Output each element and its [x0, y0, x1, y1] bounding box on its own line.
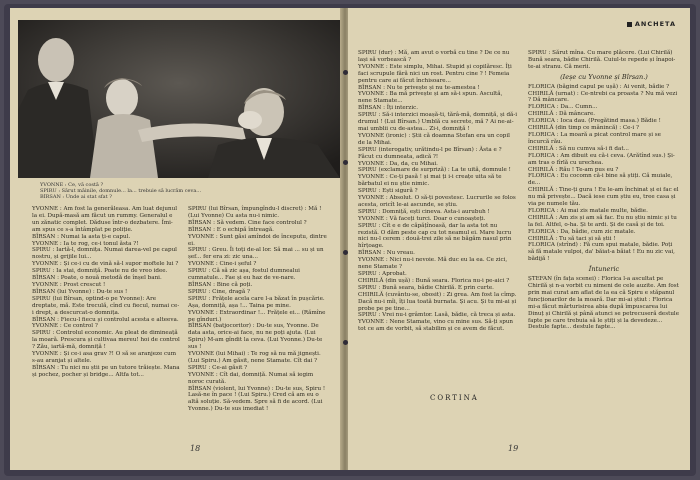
dialogue-line: SPIRU : Să-i interzici moașă-ti, tărâ-mă, domniță, și dă-i drumul ! (Lui Bîrsan.) Umblă cu secrete, mă ? Ai ne-ai-mai umblii cu de-astea... Zi-i, domniță ! [358, 112, 518, 132]
dialogue-line: FLORICA : La moară a picat control mare și se încurcă rău. [528, 131, 661, 145]
dialogue-line: SPIRU : Sărut mîna. Cu mare plăcere. (Lui Chirilă) Bună seara, bădie Chirilă. Cuiul-te repede și înapoi-te-ai stranu. Că merii. [528, 50, 676, 70]
dialogue-line: FLORICA : Eu cocomn că-i bine să știți. Că muiale, de... [528, 173, 673, 187]
dialogue-line: YVONNE : Ce-ți pasă ! și mai ți i-i creațe uita să te bărbatul ei nu știe nimic. [358, 174, 502, 188]
dialogue-line: SPIRU : Ești sigură ? [358, 188, 418, 195]
dialogue-line: SPIRU : Domniță, ești cineva. Asta-i aurubuh ! [358, 208, 490, 215]
dialogue-line: SPIRU : Iartă-l, domnița. Numai darea-vel pe capul nostru, și grijile lui... [32, 247, 177, 261]
dialogue-line: YVONNE : Cît dai, domniță. Numai să iegim noroc curată. [188, 371, 314, 385]
dialogue-line: Întuneric [588, 265, 620, 274]
actors-photo-illustration [18, 20, 340, 178]
dialogue-line: BÎRSAN : Nu te privește și nu te-amestea ! [358, 84, 480, 91]
cortina-label: CORTINA [430, 394, 479, 402]
dialogue-line: CHIRILĂ : Tine-ți gura ! Eu le-am închinat și ei fac el nu mă privește... Dacă iese cum știu eu, tree casa și via pe numele tău. [528, 187, 679, 208]
dialogue-line: YVONNE : Este simplu, Mihai. Stupid și copilăresc. Îți faci scrupule fără nici un rost. Pentru cine ? ! Femeia pentru care ai făcut închisoare... [358, 63, 512, 84]
dialogue-line: YVONNE : Și ce-i cu de vină să-l supor moftele lui ? [32, 261, 179, 268]
dialogue-line: YVONNE (lui Mihai) : Te rog să nu mă jignești. (Lui Spiru.) Am găsit, nene Stamate. Cît dai ? [188, 351, 321, 364]
page-number-left: 18 [190, 444, 201, 453]
dialogue-line: BÎRSAN : Tu nici nu știi pe un tutore trăiește. Mana și pochez, pocher și bridge... Altfa tot... [32, 364, 180, 378]
dialogue-line: SPIRU : Cine, dragă ? [188, 288, 250, 295]
dialogue-line: YVONNE : Și ce-i asa grav ?! O să se aranjeze cum s-au aranjat și altele. [32, 351, 177, 364]
dialogue-line: SPIRU : Cît e e de căpățînoasă, dar la asta tot nu rezistă. O dăm peste cap cu tot neamul ei. Mare lucru nici nu-l cerem : două-trei zile să ne băgăm nasul prin hîrțoage. [358, 222, 512, 250]
dialogue-line: (Ieșe cu Yvonne și Bîrsan.) [560, 72, 648, 81]
dialogue-line: BÎRSAN (violent, lui Yvonne) : Du-te sus, Spiru ! Lasă-ne în pace ! (Lui Spiru.) Cred că am eu o altă soluție. Să-vedem. Spre să fi de acord. (Lui Yvonne.) Du-te sus imediat ! [188, 385, 326, 413]
dialogue-line: YVONNE : Ba mă privește și am să-i spun. Ascultă, nene Stamate... [358, 91, 503, 105]
dialogue-line: BÎRSAN : Bine că poți. [188, 281, 253, 288]
dialogue-line: BÎRSAN : E o echipă întreagă. [188, 226, 274, 233]
caption-line: BÎRSAN : Unde ai stat sfat ? [40, 194, 112, 200]
dialogue-line: SPIRU (interogativ, urătindu-l pe Bîrsan) : Ăsta e ? Făcut cu dumneata, adică ?! [358, 146, 502, 160]
dialogue-line: SPIRU : Că să zic așa, fostul dumnealui cumnatule... Fae și eu haz de ve-nare. [188, 268, 300, 282]
running-header [627, 20, 676, 28]
dialogue-line: FLORICA (strînd) : Fă cum spui matale, bădie. Poți să fă matale vulpoi, da' băiat-a băiat ! Eu nu zic vai, bădijă ! [528, 242, 675, 263]
dialogue-line: CHIRILĂ : Să nu cumva să-i fi dat... [528, 145, 629, 152]
dialogue-line: YVONNE : Da, da, cu Mihai. [358, 160, 438, 167]
caption-line: YVONNE : Ce, vă costă ? [40, 182, 104, 188]
dialogue-line: BÎRSAN : Să vedem. Cine face controlul ? [188, 219, 307, 226]
left-page [10, 8, 342, 470]
caption-line: SPIRU : Sărut mâinile, domnule... la... trebuie să lucrăm ceva... [40, 188, 202, 194]
dialogue-line: YVONNE : Sunt găsi amîndoi de începutu, dintre ei. [188, 233, 327, 247]
dialogue-line: BÎRSAN : Îți interzic. [358, 105, 419, 112]
dialogue-line: SPIRU (dur) : Mă, am avut o vorbă cu tine ? De ce nu lași să vorbească ? [358, 50, 510, 63]
dialogue-line: CHIRILĂ : Tu să taci și să știi ! [528, 235, 616, 242]
dialogue-line: YVONNE : Prost crescut ! [32, 281, 106, 288]
header-text: ANCHETA [634, 20, 676, 28]
dialogue-line: FLORICA : Da... Cumn... [528, 104, 598, 111]
dialogue-line: BÎRSAN (lui Yvonne) : Du-te sus ! [32, 288, 128, 295]
dialogue-line: SPIRU : Ce-ai găsit ? [188, 364, 248, 371]
dialogue-line: YVONNE : Nici nu-i nevoie. Mă duc eu la ea. Ce zici, nene Stamate ? [358, 257, 508, 271]
dialogue-line: BÎRSAN : Nu vreau. [358, 250, 415, 257]
dialogue-line: YVONNE : Ia te rog, ce-i tonul ăsta ?! [32, 240, 139, 247]
right-column-1 [358, 50, 518, 333]
dialogue-line: CHIRILĂ : Dă mâncare. [528, 111, 596, 118]
dialogue-line: CHIRILĂ (cuvântu-se, obosit) : Zi grea. Am fost la cîmp. Dacă nu-i mîi, îți lua toată burnata. Și acu. Și tu mi-ai și probe pe pe tine... [358, 291, 517, 312]
dialogue-line: YVONNE : Cine-i șeful ? [188, 261, 257, 268]
page-number-right: 19 [508, 444, 519, 453]
right-page [348, 8, 690, 470]
header-square-icon [627, 22, 632, 27]
photo-caption [40, 182, 300, 200]
dialogue-line: FLORICA : Ioca dau. (Pregătind masa.) Bădie ! [528, 118, 661, 125]
dialogue-line: SPIRU : Ia stai, domniță. Poate nu de vreo idee. [32, 268, 168, 275]
dialogue-line: SPIRU : Vrei nu-i grâmtor. Lasă, bădie, că treca și asta. [358, 312, 516, 319]
dialogue-line: SPIRU (exclamare de surpriză) : La te uită, domnule ! [358, 167, 511, 174]
dialogue-line: YVONNE (ironic) : Știi că doamna Stefan era un copil de la Mihai. [358, 132, 510, 146]
dialogue-line: FLORICA : Am dibuit eu că-i ceva. (Arătînd sus.) Și-am tras o fîrlă cu urechea. [528, 152, 675, 166]
dialogue-line: YVONNE : Nene Stamate, vino cu mine sus. Să-ți spun tot ce am de vorbit, să stabilim și ce avem de făcut. [358, 319, 514, 333]
dialogue-line: BÎRSAN : Poate, o nouă metodă de înșel bani. [32, 275, 162, 282]
dialogue-line: FLORICA : Da, bădie, cum zic matale. [528, 228, 636, 235]
left-column-1 [32, 206, 180, 379]
dialogue-line: SPIRU (lui Bîrsan, împungîndu-l discret) : Mă ! (Lui Yvonne) Cu asta nu-i nimic. [188, 206, 322, 219]
dialogue-line: YVONNE : Am fost la generăleasa. Am luat dejunul la ei. După-masă am făcut un rummy. Generalul e un zănatic complet. Dăduse într-o dezbatere. Îmi-am spus ce s-a întâmplat pe poliție. [32, 206, 177, 233]
dialogue-line: FLORICA : Ai mai zis matale multe, bădie. [528, 207, 648, 214]
dialogue-line: SPIRU : Bună seara, bădie Chirilă. E prin curte. [358, 284, 494, 291]
dialogue-line: SPIRU (lui Bîrsan, optind-o pe Yvonne): Are dreptate, mă. Este treculă, cînd cu fiecul, numai ce-i drept, a descurcat-o domnița. [32, 295, 180, 316]
dialogue-line: CHIRILĂ : Rău ! Te-am pus eu ? [528, 166, 619, 173]
dialogue-line: CHIRILĂ (din timp ce mânincă) : Ce-i ? [528, 125, 639, 132]
right-column-2 [528, 50, 680, 331]
dialogue-line: YVONNE : Absolut. O să-ți povestesc. Lucrurile se folos acesta, oricît le-ai ascunde, se știu. [358, 195, 516, 208]
dialogue-line: SPIRU : Controlul economic. Au pleat de dimineață la moară. Prescura și cultivaa mereu! hoi de control ? Zău, iartă-mă, domniță ! [32, 330, 180, 351]
dialogue-line: BÎRSAN (batjocoritor) : Du-te sus, Yvonne. De data asta, orice-ai face, nu ne poți ajuta. (Lui Spiru) M-am gîndit la ceva. (Lui Yvonne.) Du-te sus ! [188, 323, 323, 351]
dialogue-line: BÎRSAN : Numai la asta ți-e capul. [32, 233, 131, 240]
scene-photo [18, 20, 340, 178]
dialogue-line: YVONNE : Extraordinar !... Frățele ei... (Rămîne pe gînduri.) [188, 309, 326, 323]
dialogue-line: FLORICA (băgind capul pe ușă) : Ai venit, bădie ? [528, 83, 670, 90]
dialogue-line: SPIRU : Frățele acela care l-a băzat în pușcărie. Așa, domniță, așa !... Taina pe mine. [188, 295, 325, 309]
dialogue-line: YVONNE : Vă faceți turci. Doar o cunoașteți. [358, 215, 486, 222]
left-column-2 [188, 206, 330, 413]
dialogue-line: BÎRSAN : Fiecu-l fiecu și controlul acesta e alteeva. [32, 316, 179, 323]
dialogue-line: SPIRU : Greu. Îi toți de-al lor. Să mai ... su și un șef... fer era zi: zic una... [188, 247, 324, 261]
dialogue-line: YVONNE : Ce control ? [32, 323, 98, 330]
dialogue-line: SPIRU : Aprobat. [358, 271, 407, 277]
dialogue-line: CHIRILĂ : Am zis și am să fac. Eu nu știu nimic și tu la fel. Altfel, o-ha. Și te ardi. Și de casă și de toi. [528, 214, 677, 228]
dialogue-line: ȘTEFAN (în fața scenei) : Florica l-a ascultat pe Chirilă și n-a vorbit cu nimeni de cele auzite. Am fost prin mai curat am aflat de la ea că Spiru e stăpanul funcționarilor de la moară. Dar mi-ai știut : Florica mi-a făcut mărturisirea abia după împuscarea lui Dinuț și Chirilă și până atunci se petrecuseră destule fapte pe care trebuia să le știți și la devedeze... Destule fapte... destule fapte... [528, 276, 680, 331]
dialogue-line: CHIRILĂ (urnat) : Ce-ntrebi ca proasta ? Nu mă vezi ? Dă mâncare. [528, 90, 678, 104]
dialogue-line: CHIRILĂ (din ușă) : Bună seara. Florica nu-i pe-aici ? [358, 277, 510, 284]
